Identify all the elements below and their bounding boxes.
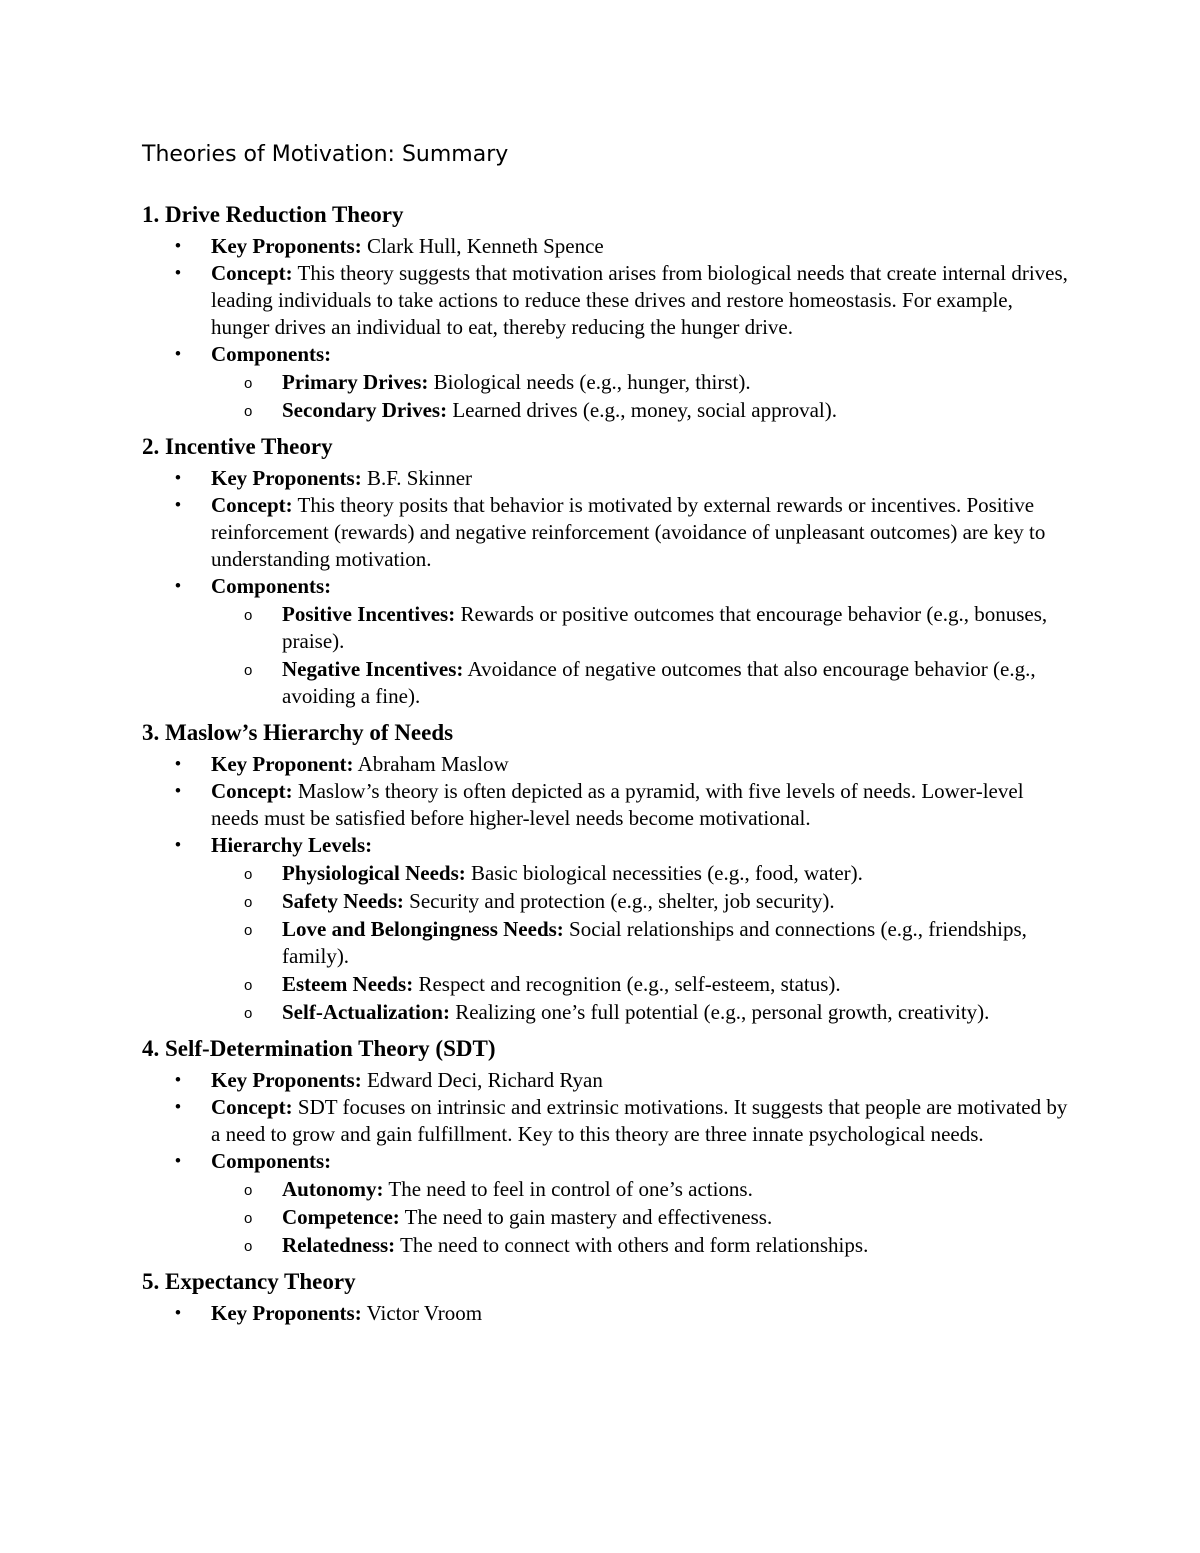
sub-list-item xyxy=(211,1176,1072,1203)
section-heading: 2. Incentive Theory xyxy=(142,434,333,459)
sub-bullet-icon: o xyxy=(244,894,253,911)
list-item xyxy=(142,1067,1072,1094)
sub-bullet-icon: o xyxy=(244,1182,253,1199)
item-text: Abraham Maslow xyxy=(353,752,509,776)
item-text: Maslow’s theory is often depicted as a pyramid, with five levels of needs. Lower-level needs must be satisfied before higher-level needs become motivational. xyxy=(211,779,1024,830)
section-heading: 1. Drive Reduction Theory xyxy=(142,202,404,227)
sub-list-item xyxy=(211,397,1072,424)
sub-item-text: Learned drives (e.g., money, social approval). xyxy=(447,398,837,422)
bullet-icon: • xyxy=(174,236,182,257)
item-label: Components: xyxy=(211,1149,332,1173)
item-text: This theory posits that behavior is motivated by external rewards or incentives. Positive reinforcement (rewards) and negative reinforcement (avoidance of unpleasant outcomes) are key to understanding motivation. xyxy=(211,493,1046,571)
sub-bullet-icon: o xyxy=(244,1238,253,1255)
item-text: This theory suggests that motivation arises from biological needs that create internal drives, leading individuals to take actions to reduce these drives and restore homeostasis. For example, hunger drives an individual to eat, thereby reducing the hunger drive. xyxy=(211,261,1068,339)
item-label: Key Proponents: xyxy=(211,234,362,258)
sub-item-text: Realizing one’s full potential (e.g., personal growth, creativity). xyxy=(449,1000,990,1024)
bullet-icon: • xyxy=(174,263,182,284)
sub-item-label: Love and Belongingness Needs: xyxy=(282,917,564,941)
document-body xyxy=(142,200,1072,1327)
bullet-list xyxy=(142,1300,1072,1327)
sub-item-label: Relatedness: xyxy=(282,1233,396,1257)
item-label: Key Proponents: xyxy=(211,466,362,490)
sub-list-item xyxy=(211,860,1072,887)
sub-bullet-icon: o xyxy=(244,403,253,420)
bullet-icon: • xyxy=(174,781,182,802)
list-item xyxy=(142,233,1072,260)
sub-bullet-icon: o xyxy=(244,607,253,624)
list-item xyxy=(142,1148,1072,1259)
sub-list xyxy=(211,1176,1072,1259)
bullet-icon: • xyxy=(174,468,182,489)
sub-item-text: Rewards or positive outcomes that encourage behavior (e.g., bonuses, praise). xyxy=(282,602,1048,653)
item-label: Concept: xyxy=(211,261,293,285)
section-heading: 5. Expectancy Theory xyxy=(142,1269,356,1294)
bullet-list xyxy=(142,751,1072,1026)
bullet-list xyxy=(142,233,1072,424)
sub-item-text: Basic biological necessities (e.g., food, water). xyxy=(465,861,863,885)
sub-item-label: Primary Drives: xyxy=(282,370,429,394)
list-item xyxy=(142,1094,1072,1148)
list-item xyxy=(142,778,1072,832)
sub-list-item xyxy=(211,1232,1072,1259)
list-item xyxy=(142,573,1072,710)
bullet-icon: • xyxy=(174,1070,182,1091)
sub-bullet-icon: o xyxy=(244,662,253,679)
item-label: Concept: xyxy=(211,779,293,803)
item-text: Victor Vroom xyxy=(361,1301,483,1325)
list-item xyxy=(142,341,1072,424)
item-label: Components: xyxy=(211,342,332,366)
list-item xyxy=(142,465,1072,492)
sub-item-text: Respect and recognition (e.g., self-esteem, status). xyxy=(413,972,841,996)
sub-item-label: Self-Actualization: xyxy=(282,1000,450,1024)
sub-list-item xyxy=(211,369,1072,396)
bullet-list xyxy=(142,465,1072,710)
sub-item-label: Positive Incentives: xyxy=(282,602,456,626)
bullet-icon: • xyxy=(174,344,182,365)
list-item xyxy=(142,751,1072,778)
bullet-icon: • xyxy=(174,576,182,597)
sub-item-label: Autonomy: xyxy=(282,1177,384,1201)
bullet-icon: • xyxy=(174,1097,182,1118)
item-label: Key Proponents: xyxy=(211,1301,362,1325)
list-item xyxy=(142,832,1072,1026)
bullet-icon: • xyxy=(174,835,182,856)
sub-list xyxy=(211,369,1072,424)
section-maslows-hierarchy xyxy=(142,718,1072,1026)
sub-bullet-icon: o xyxy=(244,977,253,994)
sub-item-label: Secondary Drives: xyxy=(282,398,448,422)
sub-list-item xyxy=(211,601,1072,655)
sub-list-item xyxy=(211,999,1072,1026)
sub-bullet-icon: o xyxy=(244,375,253,392)
sub-list-item xyxy=(211,916,1072,970)
sub-list-item xyxy=(211,888,1072,915)
sub-item-text: The need to connect with others and form relationships. xyxy=(395,1233,869,1257)
sub-item-label: Safety Needs: xyxy=(282,889,404,913)
section-heading: 4. Self-Determination Theory (SDT) xyxy=(142,1036,496,1061)
sub-item-text: Biological needs (e.g., hunger, thirst). xyxy=(428,370,751,394)
sub-list xyxy=(211,860,1072,1026)
sub-item-text: The need to feel in control of one’s actions. xyxy=(383,1177,753,1201)
sub-item-text: Security and protection (e.g., shelter, job security). xyxy=(403,889,835,913)
sub-item-text: Social relationships and connections (e.g., friendships, family). xyxy=(282,917,1027,968)
bullet-icon: • xyxy=(174,495,182,516)
sub-list-item xyxy=(211,971,1072,998)
item-label: Hierarchy Levels: xyxy=(211,833,373,857)
bullet-list xyxy=(142,1067,1072,1259)
sub-item-label: Physiological Needs: xyxy=(282,861,466,885)
sub-list-item xyxy=(211,1204,1072,1231)
sub-bullet-icon: o xyxy=(244,1210,253,1227)
item-label: Concept: xyxy=(211,1095,293,1119)
list-item xyxy=(142,1300,1072,1327)
item-label: Key Proponents: xyxy=(211,1068,362,1092)
list-item xyxy=(142,492,1072,573)
bullet-icon: • xyxy=(174,754,182,775)
item-text: Clark Hull, Kenneth Spence xyxy=(361,234,604,258)
item-label: Components: xyxy=(211,574,332,598)
sub-list xyxy=(211,601,1072,710)
document-title: Theories of Motivation: Summary xyxy=(142,142,509,167)
sub-item-text: Avoidance of negative outcomes that also encourage behavior (e.g., avoiding a fine). xyxy=(282,657,1036,708)
item-text: Edward Deci, Richard Ryan xyxy=(361,1068,603,1092)
sub-item-label: Esteem Needs: xyxy=(282,972,414,996)
section-drive-reduction-theory xyxy=(142,200,1072,424)
bullet-icon: • xyxy=(174,1151,182,1172)
sub-bullet-icon: o xyxy=(244,866,253,883)
sub-list-item xyxy=(211,656,1072,710)
sub-bullet-icon: o xyxy=(244,1005,253,1022)
sub-item-label: Negative Incentives: xyxy=(282,657,464,681)
item-label: Concept: xyxy=(211,493,293,517)
list-item xyxy=(142,260,1072,341)
sub-item-label: Competence: xyxy=(282,1205,400,1229)
sub-item-text: The need to gain mastery and effectiveness. xyxy=(399,1205,773,1229)
section-incentive-theory xyxy=(142,432,1072,710)
item-text: B.F. Skinner xyxy=(361,466,473,490)
section-heading: 3. Maslow’s Hierarchy of Needs xyxy=(142,720,454,745)
sub-bullet-icon: o xyxy=(244,922,253,939)
item-text: SDT focuses on intrinsic and extrinsic motivations. It suggests that people are motivated by a need to grow and gain fulfillment. Key to this theory are three innate psychological needs. xyxy=(211,1095,1068,1146)
section-expectancy-theory xyxy=(142,1267,1072,1327)
section-self-determination-theory xyxy=(142,1034,1072,1259)
bullet-icon: • xyxy=(174,1303,182,1324)
item-label: Key Proponent: xyxy=(211,752,354,776)
